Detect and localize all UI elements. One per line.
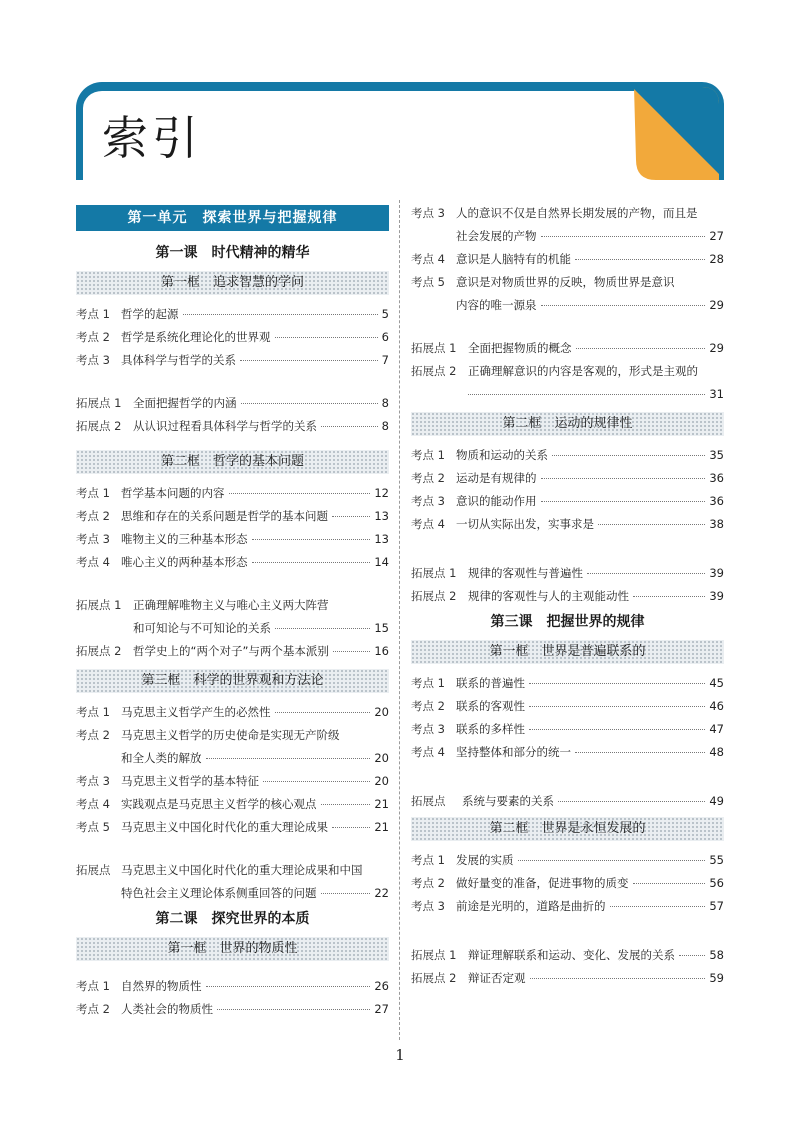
unit-heading: 第一单元 探索世界与把握规律	[76, 205, 389, 231]
page-ref: 21	[374, 820, 389, 834]
index-entry[interactable]: 考点 2 运动是有规律的 36	[411, 467, 724, 490]
page-title: 索引	[102, 111, 202, 165]
page-ref: 36	[709, 471, 724, 485]
index-entry[interactable]: 考点 1 哲学基本问题的内容 12	[76, 482, 389, 505]
index-entry[interactable]: 考点 1 发展的实质 55	[411, 849, 724, 872]
page-ref: 39	[709, 566, 724, 580]
index-entry[interactable]: 考点 3 马克思主义哲学的基本特征 20	[76, 770, 389, 793]
page-ref: 13	[374, 509, 389, 523]
index-entry[interactable]: 考点 3 前途是光明的，道路是曲折的 57	[411, 895, 724, 918]
index-entry[interactable]: 考点 3 人的意识不仅是自然界长期发展的产物，而且是 社会发展的产物 27	[411, 202, 724, 248]
page-ref: 31	[709, 387, 724, 401]
page-ref: 46	[709, 699, 724, 713]
index-entry[interactable]: 考点 2 人类社会的物质性 27	[76, 998, 389, 1021]
column-divider	[399, 200, 400, 1040]
page-ref: 36	[709, 494, 724, 508]
page-ref: 22	[374, 886, 389, 900]
page-ref: 26	[374, 979, 389, 993]
page-ref: 12	[374, 486, 389, 500]
index-entry[interactable]: 考点 2 联系的客观性 46	[411, 695, 724, 718]
index-entry[interactable]: 考点 4 唯心主义的两种基本形态 14	[76, 551, 389, 574]
page-ref: 28	[709, 252, 724, 266]
index-entry[interactable]: 拓展点 2 规律的客观性与人的主观能动性 39	[411, 585, 724, 608]
page-number: 1	[395, 1046, 405, 1064]
lesson-heading: 第三课 把握世界的规律	[490, 614, 645, 630]
page-ref: 14	[374, 555, 389, 569]
frame-heading: 第一框 世界是普遍联系的	[411, 640, 724, 664]
index-entry[interactable]: 考点 1 哲学的起源 5	[76, 303, 389, 326]
page-ref: 27	[374, 1002, 389, 1016]
index-entry[interactable]: 拓展点 1 规律的客观性与普遍性 39	[411, 562, 724, 585]
index-entry[interactable]: 考点 4 意识是人脑特有的机能 28	[411, 248, 724, 271]
page-ref: 5	[381, 307, 389, 321]
index-entry[interactable]: 拓展点 2 辩证否定观 59	[411, 967, 724, 990]
left-column	[76, 205, 389, 1021]
index-entry[interactable]: 考点 3 唯物主义的三种基本形态 13	[76, 528, 389, 551]
index-entry[interactable]: 考点 3 意识的能动作用 36	[411, 490, 724, 513]
index-entry[interactable]: 考点 2 马克思主义哲学的历史使命是实现无产阶级 和全人类的解放 20	[76, 724, 389, 770]
frame-heading: 第二框 运动的规律性	[411, 412, 724, 436]
frame-heading: 第二框 世界是永恒发展的	[411, 817, 724, 841]
frame-heading: 第一框 世界的物质性	[76, 937, 389, 961]
lesson-heading: 第一课 时代精神的精华	[155, 245, 310, 261]
page-ref: 29	[709, 341, 724, 355]
index-entry[interactable]: 考点 5 意识是对物质世界的反映，物质世界是意识 内容的唯一源泉 29	[411, 271, 724, 317]
index-entry[interactable]: 考点 4 实践观点是马克思主义哲学的核心观点 21	[76, 793, 389, 816]
page-ref: 8	[381, 419, 389, 433]
frame-heading: 第三框 科学的世界观和方法论	[76, 669, 389, 693]
index-entry[interactable]: 考点 4 一切从实际出发，实事求是 38	[411, 513, 724, 536]
index-header	[76, 82, 724, 180]
index-entry[interactable]: 拓展点 1 全面把握物质的概念 29	[411, 337, 724, 360]
page-ref: 59	[709, 971, 724, 985]
page-ref: 45	[709, 676, 724, 690]
index-entry[interactable]: 拓展点 2 从认识过程看具体科学与哲学的关系 8	[76, 415, 389, 438]
page-ref: 35	[709, 448, 724, 462]
index-entry[interactable]: 拓展点 马克思主义中国化时代化的重大理论成果和中国 特色社会主义理论体系侧重回答的问题 22	[76, 859, 389, 905]
page-ref: 48	[709, 745, 724, 759]
page-ref: 20	[374, 751, 389, 765]
index-entry[interactable]: 考点 3 联系的多样性 47	[411, 718, 724, 741]
index-entry[interactable]: 考点 2 哲学是系统化理论化的世界观 6	[76, 326, 389, 349]
index-entry[interactable]: 考点 1 联系的普遍性 45	[411, 672, 724, 695]
page-ref: 56	[709, 876, 724, 890]
index-entry[interactable]: 拓展点 2 正确理解意识的内容是客观的，形式是主观的 31	[411, 360, 724, 406]
page-ref: 29	[709, 298, 724, 312]
index-entry[interactable]: 拓展点 1 辩证理解联系和运动、变化、发展的关系 58	[411, 944, 724, 967]
frame-heading: 第一框 追求智慧的学问	[76, 271, 389, 295]
index-entry[interactable]: 考点 3 具体科学与哲学的关系 7	[76, 349, 389, 372]
page-ref: 27	[709, 229, 724, 243]
page-ref: 6	[381, 330, 389, 344]
index-entry[interactable]: 拓展点 系统与要素的关系 49	[411, 790, 724, 813]
index-entry[interactable]: 拓展点 2 哲学史上的“两个对子”与两个基本派别 16	[76, 640, 389, 663]
page-ref: 7	[381, 353, 389, 367]
index-entry[interactable]: 考点 1 物质和运动的关系 35	[411, 444, 724, 467]
page-ref: 39	[709, 589, 724, 603]
page-ref: 21	[374, 797, 389, 811]
page-ref: 16	[374, 644, 389, 658]
lesson-heading: 第二课 探究世界的本质	[155, 911, 310, 927]
frame-heading: 第二框 哲学的基本问题	[76, 450, 389, 474]
index-entry[interactable]: 考点 1 马克思主义哲学产生的必然性 20	[76, 701, 389, 724]
page-ref: 58	[709, 948, 724, 962]
index-entry[interactable]: 考点 1 自然界的物质性 26	[76, 975, 389, 998]
index-entry[interactable]: 拓展点 1 全面把握哲学的内涵 8	[76, 392, 389, 415]
right-column	[411, 202, 724, 990]
page-ref: 8	[381, 396, 389, 410]
page-ref: 55	[709, 853, 724, 867]
page-ref: 15	[374, 621, 389, 635]
page-ref: 57	[709, 899, 724, 913]
page-ref: 20	[374, 774, 389, 788]
index-entry[interactable]: 考点 4 坚持整体和部分的统一 48	[411, 741, 724, 764]
index-entry[interactable]: 考点 2 思维和存在的关系问题是哲学的基本问题 13	[76, 505, 389, 528]
index-entry[interactable]: 考点 5 马克思主义中国化时代化的重大理论成果 21	[76, 816, 389, 839]
index-entry[interactable]: 考点 2 做好量变的准备，促进事物的质变 56	[411, 872, 724, 895]
page-ref: 38	[709, 517, 724, 531]
index-entry[interactable]: 拓展点 1 正确理解唯物主义与唯心主义两大阵营 和可知论与不可知论的关系 15	[76, 594, 389, 640]
page-ref: 47	[709, 722, 724, 736]
page-ref: 49	[709, 794, 724, 808]
page-ref: 13	[374, 532, 389, 546]
page-ref: 20	[374, 705, 389, 719]
